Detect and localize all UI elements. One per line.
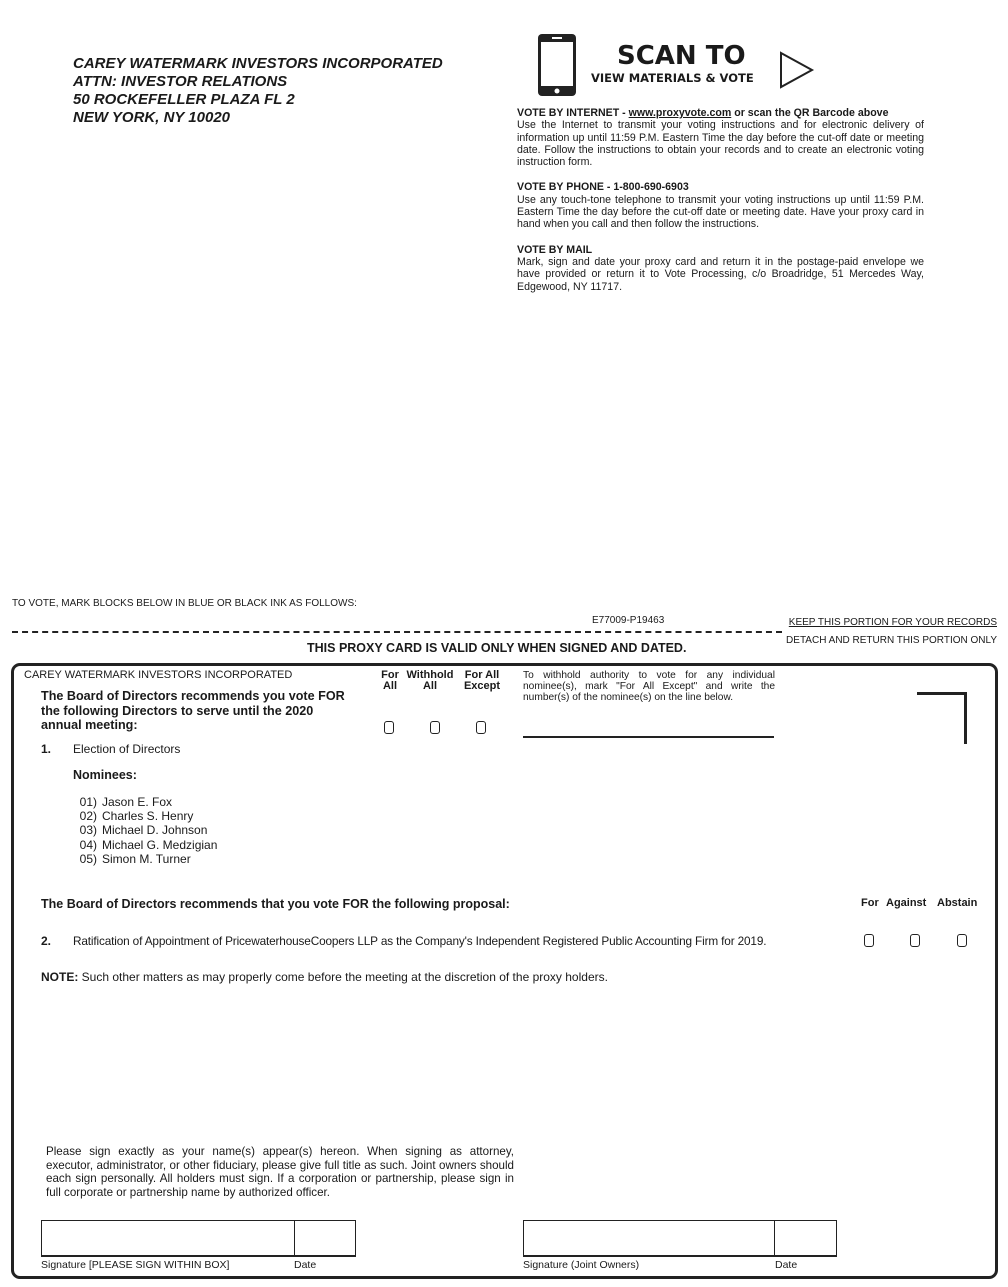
date-divider — [294, 1221, 295, 1255]
play-triangle-icon — [778, 50, 816, 90]
nominee-num: 04) — [79, 837, 97, 852]
nominee-item — [56, 809, 217, 823]
keep-portion-label: KEEP THIS PORTION FOR YOUR RECORDS — [788, 617, 997, 628]
col-abstain: Abstain — [937, 897, 978, 909]
hdr-line: All — [382, 680, 398, 692]
col-withhold-all — [405, 670, 455, 692]
proxyvote-link[interactable]: www.proxyvote.com — [628, 107, 732, 119]
scan-title: SCAN TO — [617, 41, 746, 71]
scan-subtitle: VIEW MATERIALS & VOTE — [591, 71, 754, 85]
nominee-list — [56, 795, 217, 866]
nominee-item — [56, 795, 217, 809]
proposal-recommendation: The Board of Directors recommends that you vote FOR the following proposal: — [41, 897, 510, 911]
withhold-all-checkbox[interactable] — [430, 721, 440, 734]
nominee-name: Michael D. Johnson — [102, 823, 208, 838]
detach-line — [12, 631, 782, 633]
mail-body: Mark, sign and date your proxy card and return it in the postage-paid envelope we have provided or return it to Vote Processing, c/o Broadridge, 51 Mercedes Way, Edgewood, NY 11717. — [517, 255, 924, 293]
item2-label: Ratification of Appointment of PricewaterhouseCoopers LLP as the Company's Independent Registered Public Accounting Firm for 2019. — [73, 934, 767, 948]
joint-signature-box[interactable] — [523, 1220, 837, 1257]
col-for-all-except — [461, 670, 503, 692]
for-all-checkbox[interactable] — [384, 721, 394, 734]
for-all-except-checkbox[interactable] — [476, 721, 486, 734]
signature-label: Signature [PLEASE SIGN WITHIN BOX] — [41, 1259, 230, 1271]
withhold-instructions: To withhold authority to vote for any individual nominee(s), mark "For All Except" and write the number(s) of the nominee(s) on the line below. — [523, 670, 775, 703]
nominee-num: 02) — [79, 809, 97, 824]
rec-line: the following Directors to serve until the 2020 — [41, 703, 314, 718]
proposal-against-checkbox[interactable] — [910, 934, 920, 947]
return-address — [73, 55, 443, 127]
nominee-item — [56, 838, 217, 852]
signing-instructions: Please sign exactly as your name(s) appear(s) hereon. When signing as attorney, executor, administrator, or other fiduciary, please give full title as such. Joint owners should each sign personally. All holders must sign. If a corporation or partnership, please sign in full corporate or partnership name by authorized officer. — [46, 1145, 514, 1199]
date-label: Date — [294, 1259, 317, 1271]
phone-body: Use any touch-tone telephone to transmit your voting instructions up until 11:59 P.M. Eastern Time the day before the cut-off date or meeting date. Have your proxy card in hand when you call and then follow the instructions. — [517, 193, 924, 231]
note — [41, 970, 608, 984]
smartphone-icon — [536, 32, 578, 98]
ink-instructions: TO VOTE, MARK BLOCKS BELOW IN BLUE OR BLACK INK AS FOLLOWS: — [12, 598, 357, 609]
proposal-abstain-checkbox[interactable] — [957, 934, 967, 947]
phone-heading: VOTE BY PHONE - 1-800-690-6903 — [517, 181, 689, 194]
directors-recommendation — [41, 689, 345, 733]
joint-signature-label: Signature (Joint Owners) — [523, 1259, 640, 1271]
internet-heading-suffix: or scan the QR Barcode above — [731, 107, 889, 119]
nominee-item — [56, 852, 217, 866]
address-line: CAREY WATERMARK INVESTORS INCORPORATED — [73, 55, 443, 72]
detach-portion-label: DETACH AND RETURN THIS PORTION ONLY — [786, 635, 997, 646]
valid-notice: THIS PROXY CARD IS VALID ONLY WHEN SIGNED AND DATED. — [307, 641, 687, 655]
note-label: NOTE: — [41, 970, 79, 984]
hdr-line: Withhold — [406, 669, 454, 681]
address-line: ATTN: INVESTOR RELATIONS — [73, 73, 288, 90]
nominee-num: 05) — [79, 851, 97, 866]
nominee-item — [56, 823, 217, 837]
address-line: NEW YORK, NY 10020 — [73, 109, 231, 126]
col-for-all — [380, 670, 400, 692]
address-line: 50 ROCKEFELLER PLAZA FL 2 — [73, 91, 295, 108]
hdr-line: For All — [464, 669, 500, 681]
item1-number: 1. — [41, 742, 52, 756]
nominees-label: Nominees: — [73, 768, 137, 782]
internet-body: Use the Internet to transmit your voting instructions and for electronic delivery of information up until 11:59 P.M. Eastern Time the day before the cut-off date or meeting date. Follow the instructions to obtain your records and to create an electronic voting instruction form. — [517, 119, 924, 169]
mail-heading: VOTE BY MAIL — [517, 243, 593, 256]
voting-methods — [517, 107, 924, 306]
nominee-num: 03) — [79, 823, 97, 838]
hdr-line: For — [381, 669, 399, 681]
joint-date-label: Date — [775, 1259, 798, 1271]
note-text: Such other matters as may properly come before the meeting at the discretion of the proxy holders. — [78, 970, 608, 984]
rec-line: annual meeting: — [41, 718, 138, 732]
date-divider — [774, 1221, 775, 1255]
proposal-for-checkbox[interactable] — [864, 934, 874, 947]
nominee-name: Charles S. Henry — [102, 809, 194, 824]
nominee-name: Michael G. Medzigian — [102, 837, 218, 852]
rec-line: The Board of Directors recommends you vote FOR — [41, 689, 345, 703]
nominee-name: Simon M. Turner — [102, 851, 191, 866]
item2-number: 2. — [41, 934, 52, 948]
hdr-line: Except — [463, 680, 501, 692]
col-for: For — [861, 897, 879, 909]
col-against: Against — [886, 897, 927, 909]
control-code: E77009-P19463 — [592, 615, 665, 626]
nominee-num: 01) — [79, 795, 97, 809]
internet-heading: VOTE BY INTERNET - — [517, 107, 629, 119]
nominee-name: Jason E. Fox — [102, 795, 173, 809]
signature-box[interactable] — [41, 1220, 356, 1257]
nominee-exception-line[interactable] — [523, 736, 774, 738]
card-company: CAREY WATERMARK INVESTORS INCORPORATED — [24, 669, 293, 681]
corner-mark — [917, 692, 967, 744]
item1-label: Election of Directors — [73, 742, 181, 756]
hdr-line: All — [422, 680, 438, 692]
